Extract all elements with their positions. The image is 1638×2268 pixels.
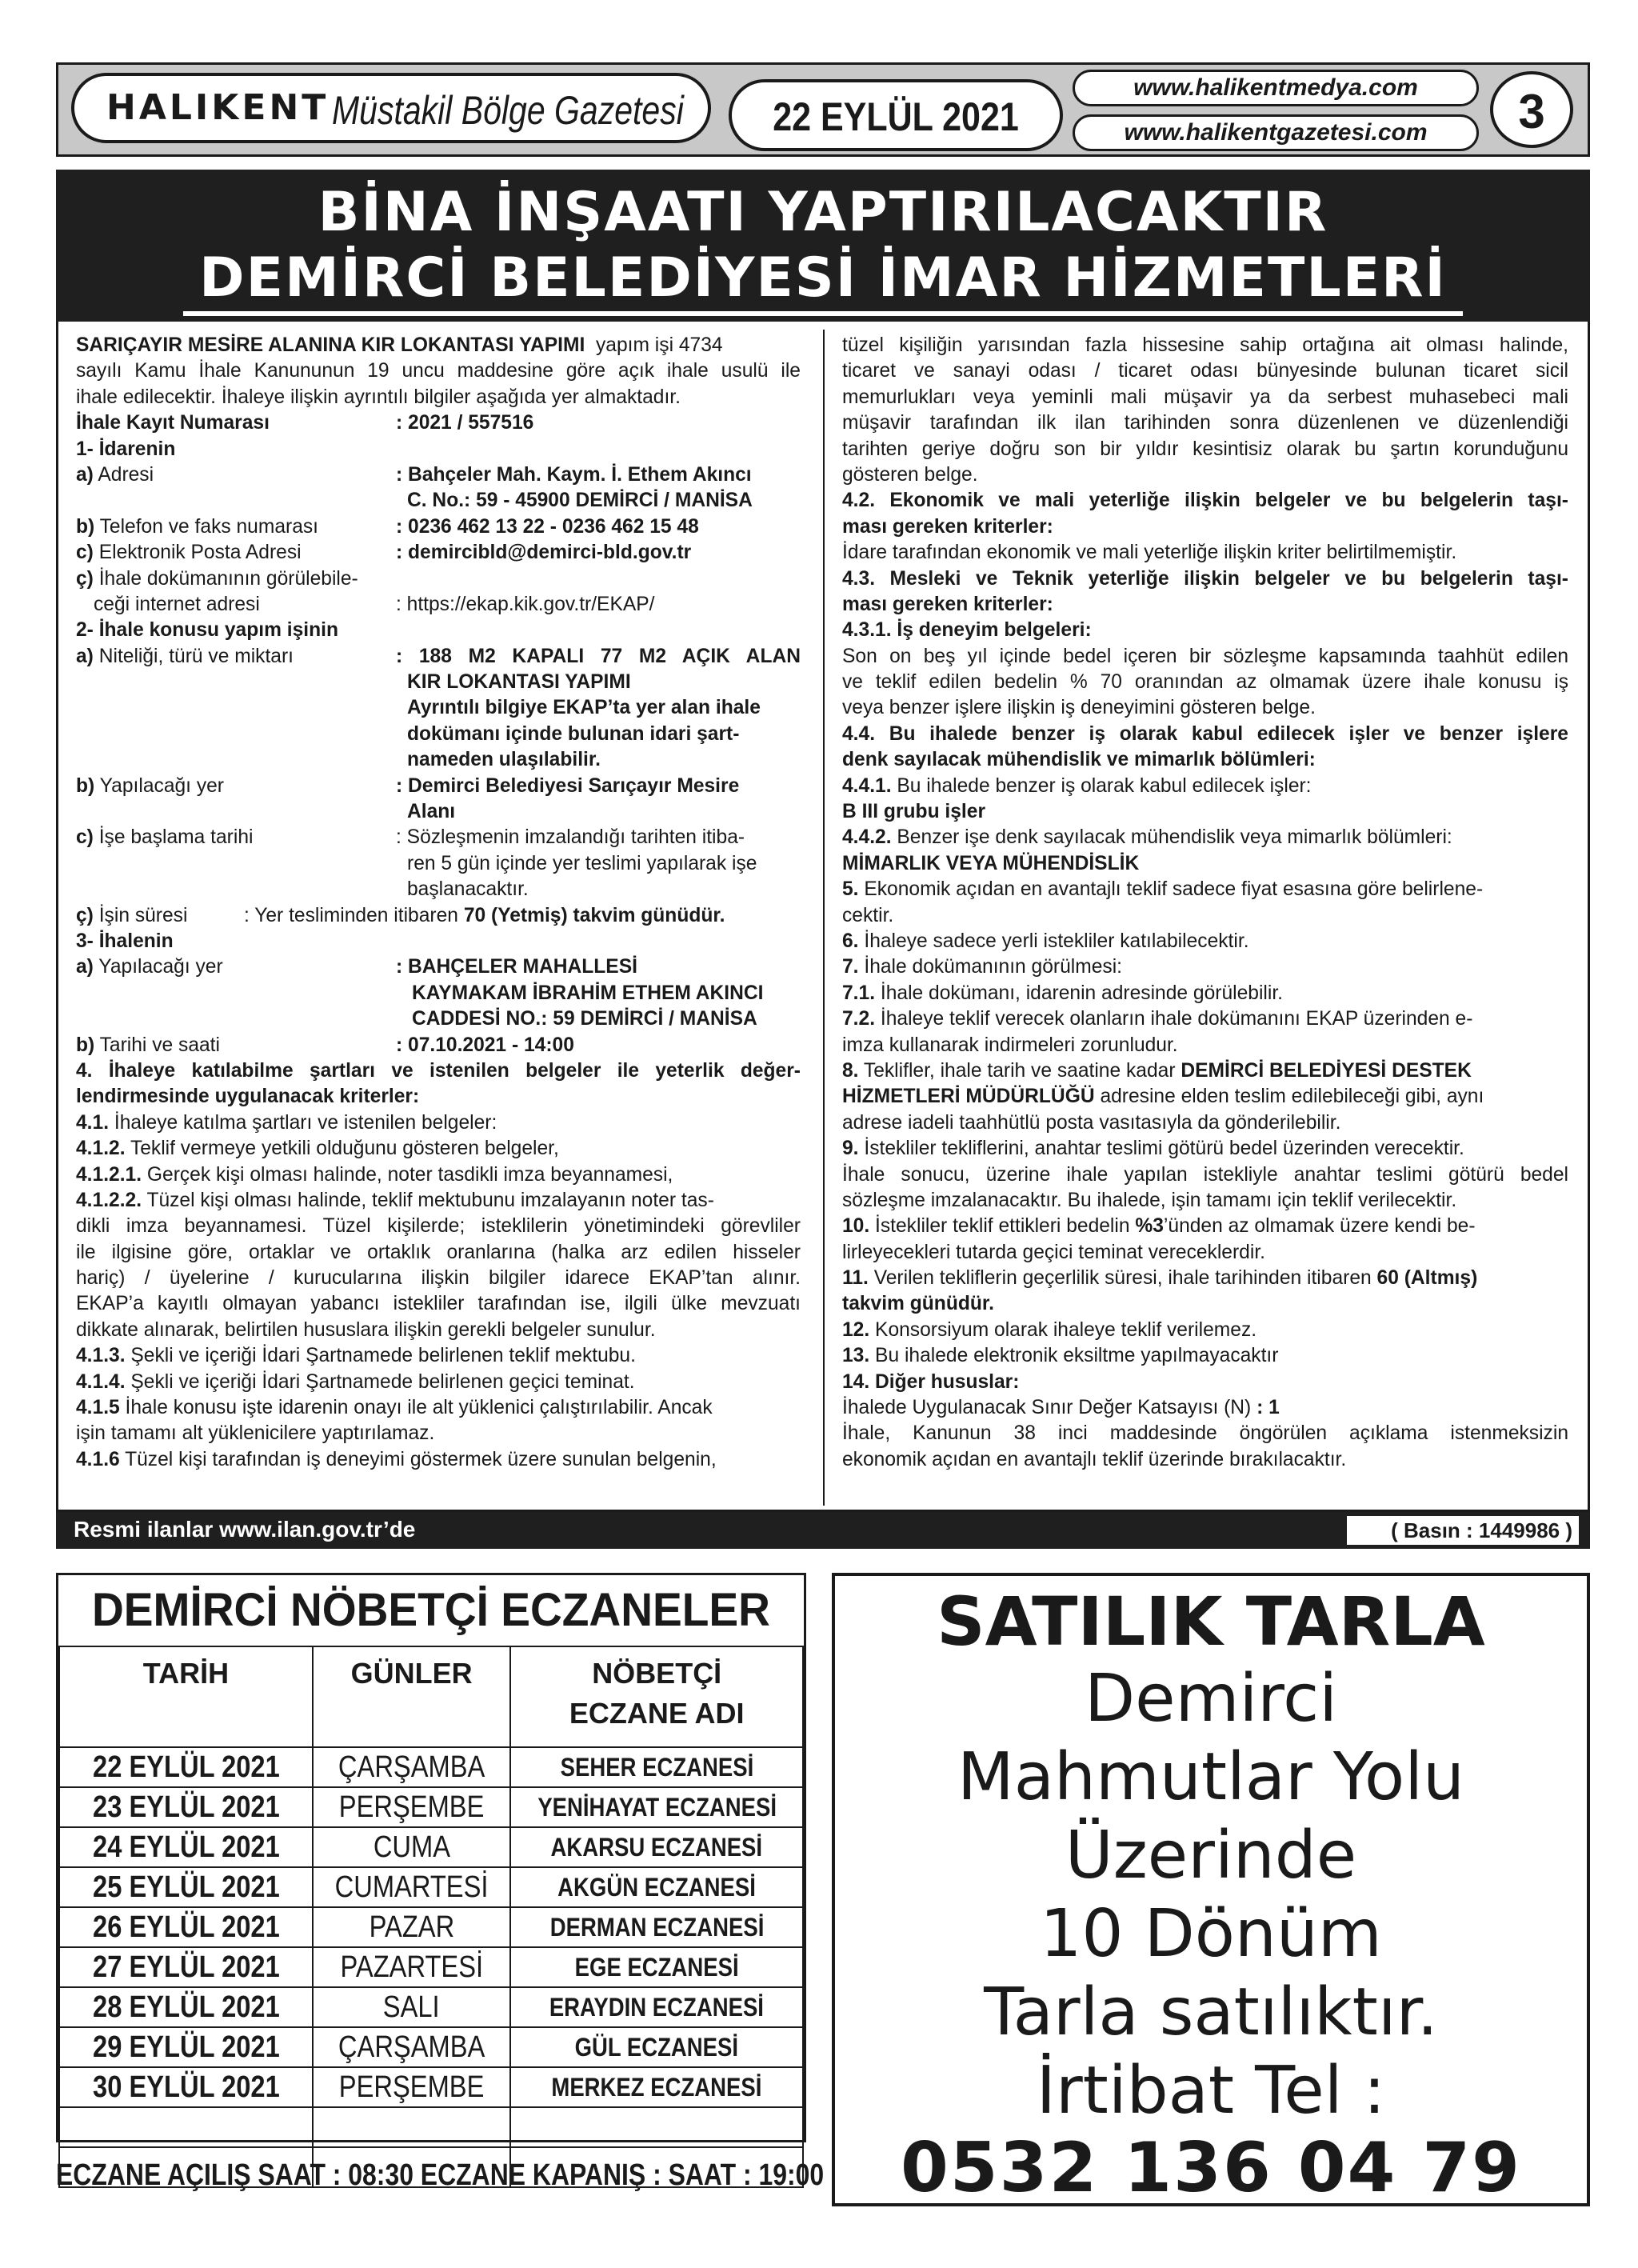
newspaper-subtitle: Müstakil Bölge Gazetesi <box>332 88 684 133</box>
text-line: 4. İhaleye katılabilme şartları ve istenilen belgeler ile yeterlik değer- <box>76 1059 801 1082</box>
sale-ad-title: SATILIK TARLA <box>937 1582 1485 1661</box>
sale-ad-line: Demirci <box>1084 1661 1338 1737</box>
text-line: ç) İhale dokümanının görülebile- <box>76 567 358 590</box>
text-line: sayılı Kamu İhale Kanununun 19 uncu maddesine göre açık ihale usulü ile <box>76 360 801 382</box>
masthead <box>56 62 1590 157</box>
sale-ad-line: İrtibat Tel : <box>1036 2053 1386 2129</box>
text-line: tüzel kişiliğin yarısından fazla hissesine sahip ortağına ait olması halinde, <box>842 334 1568 356</box>
text-line: 4.1.2. Teklif vermeye yetkili olduğunu gösteren belgeler, <box>76 1138 559 1160</box>
text-line: 4.1.5 İhale konusu işte idarenin onayı ile alt yüklenici çalıştırılabilir. Ancak <box>76 1397 713 1419</box>
column-header-date: TARİH <box>59 1646 313 1747</box>
text-line: 11. Verilen tekliflerin geçerlilik süresi, ihale tarihinden itibaren 60 (Altmış) <box>842 1267 1478 1290</box>
table-row: 28 EYLÜL 2021 SALI ERAYDIN ECZANESİ <box>59 1987 803 2027</box>
text-line: KIR LOKANTASI YAPIMI <box>407 671 631 694</box>
text-line: gösteren belge. <box>842 463 978 486</box>
land-sale-ad <box>832 1573 1590 2206</box>
text-line: 4.1.6 Tüzel kişi tarafından iş deneyimi göstermek üzere sunulan belgenin, <box>76 1448 717 1470</box>
text-line: 4.2. Ekonomik ve mali yeterliğe ilişkin belgeler ve bu belgelerin taşı- <box>842 490 1568 512</box>
text-line: 8. Teklifler, ihale tarih ve saatine kadar DEMİRCİ BELEDİYESİ DESTEK <box>842 1059 1472 1082</box>
text-line: SARIÇAYIR MESİRE ALANINA KIR LOKANTASI YAPIMI yapım işi 4734 <box>76 334 723 356</box>
text-line: a) Yapılacağı yer : BAHÇELER MAHALLESİ <box>76 956 637 978</box>
table-row: 24 EYLÜL 2021 CUMA AKARSU ECZANESİ <box>59 1827 803 1867</box>
text-line: 3- İhalenin <box>76 930 174 952</box>
text-line: ması gereken kriterler: <box>842 515 1053 538</box>
text-line: b) Tarihi ve saati : 07.10.2021 - 14:00 <box>76 1034 574 1056</box>
text-line: 4.1. İhaleye katılma şartları ve istenilen belgeler: <box>76 1111 497 1134</box>
text-line: a) Adresi : Bahçeler Mah. Kaym. İ. Ethem Akıncı <box>76 463 752 486</box>
text-line: işin tamamı alt yüklenicilere yaptırılamaz. <box>76 1422 435 1445</box>
table-row-empty <box>59 2107 803 2147</box>
text-line: 5. Ekonomik açıdan en avantajlı teklif sadece fiyat esasına göre belirlene- <box>842 878 1484 901</box>
duty-pharmacies-box <box>56 1573 806 2142</box>
text-line: 7.2. İhaleye teklif verecek olanların ihale dokümanını EKAP üzerinden e- <box>842 1008 1473 1030</box>
table-row: 30 EYLÜL 2021 PERŞEMBE MERKEZ ECZANESİ <box>59 2067 803 2107</box>
text-line: MİMARLIK VEYA MÜHENDİSLİK <box>842 852 1140 874</box>
text-line: ren 5 gün içinde yer teslimi yapılarak işe <box>407 852 757 874</box>
text-line: c) İşe başlama tarihi : Sözleşmenin imzalandığı tarihten itiba- <box>76 826 745 849</box>
duty-pharmacies-title: DEMİRCİ NÖBETÇİ ECZANELER <box>92 1584 770 1636</box>
column-header-pharmacy: NÖBETÇİ ECZANE ADI <box>510 1646 803 1747</box>
text-line: ihale edilecektir. İhaleye ilişkin ayrıntılı bilgiler aşağıda yer almaktadır. <box>76 386 681 408</box>
text-line: 4.1.2.2. Tüzel kişi olması halinde, teklif mektubunu imzalayanın noter tas- <box>76 1189 714 1211</box>
sale-ad-line: Üzerinde <box>1065 1818 1357 1894</box>
text-line: 14. Diğer hususlar: <box>842 1370 1020 1393</box>
sale-ad-line: Tarla satılıktır. <box>984 1974 1438 2050</box>
text-line: CADDESİ NO.: 59 DEMİRCİ / MANİSA <box>412 1008 757 1030</box>
sale-ad-phone[interactable]: 0532 136 04 79 <box>900 2128 1522 2208</box>
tender-ad-body <box>56 322 1590 1512</box>
text-line: adrese iadeli taahhütlü posta vasıtasıyla da gönderilebilir. <box>842 1111 1341 1134</box>
text-line: lirleyecekleri tutarda geçici teminat vereceklerdir. <box>842 1241 1265 1263</box>
text-line: 9. İstekliler tekliflerini, anahtar teslimi götürü bedel üzerinden verecektir. <box>842 1138 1464 1160</box>
text-line: ması gereken kriterler: <box>842 593 1053 615</box>
text-line: ve teklif edilen bedelin % 70 oranından az olmamak üzere ihale konusu iş <box>842 671 1568 694</box>
text-line: HİZMETLERİ MÜDÜRLÜĞÜ adresine elden teslim edilebileceği gibi, aynı <box>842 1086 1484 1108</box>
text-line: ile ilgisine göre, ortaklar ve ortaklık oranlarına (halka arz edilen hisseler <box>76 1241 801 1263</box>
text-line: 1- İdarenin <box>76 438 176 460</box>
text-line: 4.4.1. Bu ihalede benzer iş olarak kabul edilecek işler: <box>842 774 1312 797</box>
text-line: 4.3. Mesleki ve Teknik yeterliğe ilişkin belgeler ve bu belgelerin taşı- <box>842 567 1568 590</box>
text-line: İhalede Uygulanacak Sınır Değer Katsayısı (N) : 1 <box>842 1397 1280 1419</box>
tender-ad-title: BİNA İNŞAATI YAPTIRILACAKTIR <box>318 181 1328 244</box>
sale-ad-line: Mahmutlar Yolu <box>957 1739 1464 1815</box>
date-box <box>729 79 1063 151</box>
table-row: 26 EYLÜL 2021 PAZAR DERMAN ECZANESİ <box>59 1907 803 1947</box>
table-row: 23 EYLÜL 2021 PERŞEMBE YENİHAYAT ECZANESİ <box>59 1787 803 1827</box>
text-line: İhale Kayıt Numarası : 2021 / 557516 <box>76 412 534 434</box>
text-line: nameden ulaşılabilir. <box>407 749 601 771</box>
text-line: veya benzer işlere ilişkin iş deneyimini gösteren belge. <box>842 697 1316 719</box>
text-line: cektir. <box>842 904 894 926</box>
text-line: takvim günüdür. <box>842 1293 994 1315</box>
text-line: 4.4.2. Benzer işe denk sayılacak mühendislik veya mimarlık bölümleri: <box>842 826 1452 849</box>
duty-pharmacies-table <box>58 1646 804 2188</box>
text-line: imza kullanarak indirmeleri zorunludur. <box>842 1034 1178 1056</box>
text-line: b) Telefon ve faks numarası : 0236 462 13 22 - 0236 462 15 48 <box>76 515 699 538</box>
sale-ad-line: 10 Dönüm <box>1040 1896 1382 1972</box>
text-line: Alanı <box>407 801 456 823</box>
text-line: KAYMAKAM İBRAHİM ETHEM AKINCI <box>412 982 764 1004</box>
text-line: denk sayılacak mühendislik ve mimarlık bölümleri: <box>842 749 1316 771</box>
text-line: sözleşme imzalanacaktır. Bu ihalede, işin tamamı için teklif verilecektir. <box>842 1189 1457 1211</box>
official-ads-note: Resmi ilanlar www.ilan.gov.tr’de <box>74 1517 416 1542</box>
text-line: EKAP’a kayıtlı olmayan yabancı istekliler tarafından ise, ilgili ülke mevzuatı <box>76 1293 801 1315</box>
column-header-days: GÜNLER <box>313 1646 510 1747</box>
text-line: dikli imza beyannamesi. Tüzel kişilerde; isteklilerin yönetimindeki görevliler <box>76 1215 801 1238</box>
text-line: ç) İşin süresi : Yer tesliminden itibaren 70 (Yetmiş) takvim günüdür. <box>76 904 725 926</box>
text-line: başlanacaktır. <box>407 878 529 901</box>
issue-date: 22 EYLÜL 2021 <box>773 94 1019 139</box>
text-line: ekonomik açıdan en avantajlı teklif üzerinde bırakılacaktır. <box>842 1448 1347 1470</box>
text-line: c) Elektronik Posta Adresi : demircibld@demirci-bld.gov.tr <box>76 542 692 564</box>
page-number-badge <box>1490 71 1573 148</box>
text-line: lendirmesinde uygulanacak kriterler: <box>76 1086 420 1108</box>
text-line: İdare tarafından ekonomik ve mali yeterliğe ilişkin kriter belirtilmemiştir. <box>842 542 1457 564</box>
text-line: 7.1. İhale dokümanı, idarenin adresinde görülebilir. <box>842 982 1284 1004</box>
text-line: 2- İhale konusu yapım işinin <box>76 619 338 642</box>
text-line: 4.1.2.1. Gerçek kişi olması halinde, noter tasdikli imza beyannamesi, <box>76 1163 673 1186</box>
website-link-2[interactable] <box>1073 114 1479 151</box>
website-url-2: www.halikentgazetesi.com <box>1124 119 1428 146</box>
text-line: 12. Konsorsiyum olarak ihaleye teklif verilemez. <box>842 1318 1257 1341</box>
tender-ad-subtitle: DEMİRCİ BELEDİYESİ İMAR HİZMETLERİ <box>56 246 1590 310</box>
text-line: hariç) / üyelerine / kurucularına ilişkin bilgiler idarece EKAP’tan alınır. <box>76 1267 801 1290</box>
text-line: dokümanı içinde bulunan idari şart- <box>407 722 740 745</box>
text-line: 13. Bu ihalede elektronik eksiltme yapılmayacaktır <box>842 1345 1279 1367</box>
table-row: 22 EYLÜL 2021 ÇARŞAMBA SEHER ECZANESİ <box>59 1747 803 1787</box>
pharmacy-hours: ECZANE AÇILIŞ SAAT : 08:30 ECZANE KAPANIŞ : SAAT : 19:00 <box>56 2158 825 2192</box>
table-row: 25 EYLÜL 2021 CUMARTESİ AKGÜN ECZANESİ <box>59 1867 803 1907</box>
text-line: İhale sonucu, üzerine ihale yapılan istekliyle anahtar teslimi götürü bedel <box>842 1163 1568 1186</box>
text-line: Son on beş yıl içinde bedel içeren bir sözleşme kapsamında taahhüt edilen <box>842 645 1568 667</box>
text-line: b) Yapılacağı yer : Demirci Belediyesi Sarıçayır Mesire <box>76 774 740 797</box>
text-line: 4.3.1. İş deneyim belgeleri: <box>842 619 1092 642</box>
text-line: İhale, Kanunun 38 inci maddesinde öngörülen açıklama istenmeksizin <box>842 1422 1568 1445</box>
press-number: ( Basın : 1449986 ) <box>1391 1518 1572 1542</box>
text-line: ceği internet adresi : https://ekap.kik.gov.tr/EKAP/ <box>94 593 655 615</box>
text-line: 10. İstekliler teklif ettikleri bedelin %3’ünden az olmamak üzere kendi be- <box>842 1215 1476 1238</box>
page-number: 3 <box>1518 85 1545 138</box>
text-line: 7. İhale dokümanının görülmesi: <box>842 956 1122 978</box>
table-row: 29 EYLÜL 2021 ÇARŞAMBA GÜL ECZANESİ <box>59 2027 803 2067</box>
text-line: dikkate alınarak, belirtilen hususlara ilişkin gerekli belgeler sunulur. <box>76 1318 656 1341</box>
tender-ad-header <box>56 170 1590 322</box>
text-line: tarihten geriye doğru son bir yıldır kesintisiz olarak bu şartın korunduğunu <box>842 438 1568 460</box>
table-header-row <box>59 1646 803 1747</box>
brand-box <box>71 73 711 143</box>
text-line: 4.1.3. Şekli ve içeriği İdari Şartnamede belirlenen teklif mektubu. <box>76 1345 636 1367</box>
tender-ad-footer <box>56 1512 1590 1549</box>
website-url-1: www.halikentmedya.com <box>1133 74 1418 101</box>
text-line: B III grubu işler <box>842 801 986 823</box>
column-divider <box>823 330 825 1506</box>
text-line: 4.4. Bu ihalede benzer iş olarak kabul edilecek işler ve benzer işlere <box>842 722 1568 745</box>
text-line: Ayrıntılı bilgiye EKAP’ta yer alan ihale <box>407 697 761 719</box>
text-line: 6. İhaleye sadece yerli istekliler katılabilecektir. <box>842 930 1249 952</box>
table-row: 27 EYLÜL 2021 PAZARTESİ EGE ECZANESİ <box>59 1947 803 1987</box>
text-line: 4.1.4. Şekli ve içeriği İdari Şartnamede belirlenen geçici teminat. <box>76 1370 635 1393</box>
text-line: a) Niteliği, türü ve miktarı : 188 M2 KAPALI 77 M2 AÇIK ALAN <box>76 645 801 667</box>
text-line: memurlukları veya yeminli mali müşavir ya da serbest muhasebeci mali <box>842 386 1568 408</box>
text-line: müşavir tarafından ilk ilan tarihinden sonra düzenlenen ve düzenlendiği <box>842 412 1568 434</box>
text-line: ticaret ve sanayi odası / ticaret odası bünyesinde bulunan ticaret sicil <box>842 360 1568 382</box>
tender-right-column <box>842 333 1568 1473</box>
tender-left-column <box>76 333 801 1473</box>
website-link-1[interactable] <box>1073 70 1479 106</box>
text-line: C. No.: 59 - 45900 DEMİRCİ / MANİSA <box>407 490 753 512</box>
newspaper-name: HALIKENT <box>106 87 330 128</box>
